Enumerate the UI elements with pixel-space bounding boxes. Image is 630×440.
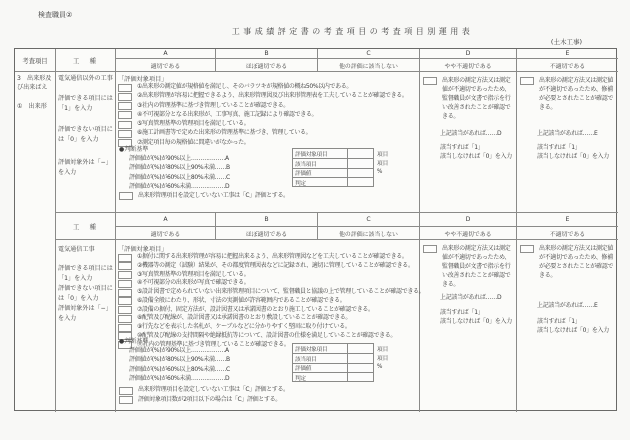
eval-item	[118, 306, 424, 315]
checkbox[interactable]	[118, 289, 132, 297]
grade-d-letter: D	[420, 49, 517, 59]
checkbox[interactable]	[118, 262, 132, 270]
grade-d-input-note: 該当すれば「1」 該当しなければ「0」を入力	[440, 144, 512, 160]
checkbox[interactable]	[520, 77, 534, 85]
grade-e-condition: 出来形の測定方法又は測定値が不適切であったため、修補が必要とされたことが確認できる。	[539, 77, 614, 111]
score-row-label: 評価対象項目	[293, 344, 348, 353]
grade-a-desc: 適切である	[116, 59, 216, 72]
grade-d-desc: やや不適切である	[420, 59, 517, 72]
header-item-column: 考査項目	[15, 49, 56, 72]
bottom-note	[119, 192, 289, 202]
page-title: 工事成績評定書の考査項目の考査項目別運用表	[231, 27, 474, 36]
criteria-line: 評価値が(%)が80%以上90%未満……B	[129, 356, 230, 364]
eval-item	[118, 279, 424, 288]
bottom-notes	[119, 192, 289, 202]
criteria-block	[119, 145, 230, 191]
checkbox[interactable]	[118, 315, 132, 323]
section1-evaluation-cell	[116, 72, 420, 213]
header-work-type: 工 種	[56, 49, 116, 72]
eval-item-text: ②機器等の測定（試験）結果が、その都度管理図表などに記録され、適切に管理していることが確認できる。	[137, 261, 414, 269]
grade-e-input-note: 該当すれば「1」 該当しなければ「0」を入力	[537, 144, 609, 160]
eval-item	[118, 92, 408, 101]
score-table	[292, 148, 388, 187]
header-work-type-2: 工 種	[56, 213, 116, 240]
eval-item-text: ⑩配管及び配線の支持間隔や絶縁抵抗等について、設計図書の仕様を満足していることが確認できる。	[137, 331, 397, 339]
grade-e-applies: 上記該当があれば……E	[537, 130, 598, 137]
checkbox[interactable]	[118, 280, 132, 288]
checkbox[interactable]	[118, 271, 132, 279]
eval-item-text: ①出来形の測定値が規格値を満足し、そのバラツキが規格値の概ね50%以内である。	[137, 83, 353, 90]
eval-items-title: 「評価対象項目」	[118, 246, 168, 253]
eval-items-list	[118, 83, 408, 148]
eval-item-text: ⑥施工計画書等で定めた出来形の管理基準に基づき、管理している。	[137, 129, 312, 137]
eval-item	[118, 288, 424, 297]
grade-d-applies: 上記該当があれば……D	[440, 130, 502, 137]
grade-e-condition: 出来形の測定方法又は測定値が不適切であったため、修補が必要とされたことが確認できる。	[539, 245, 614, 279]
criteria-block	[119, 337, 230, 383]
score-value-cell[interactable]	[348, 178, 373, 186]
criteria-title: ●判断基準	[119, 338, 149, 345]
score-row-label: 判定	[293, 178, 348, 186]
work-type-name: 電気通信工事	[58, 246, 95, 253]
item-sub: ① 出来形	[17, 103, 47, 110]
score-row-unit	[377, 372, 388, 381]
evaluation-table	[14, 48, 617, 411]
grade-e-applies: 上記該当があれば……E	[537, 302, 598, 309]
eval-items-list	[118, 253, 424, 349]
grade-d-desc: やや不適切である	[420, 227, 517, 240]
score-row-unit	[377, 177, 388, 186]
checkbox[interactable]	[118, 121, 132, 129]
grade-c-letter: C	[318, 49, 420, 59]
inspector-label: 検査職員②	[38, 11, 73, 19]
item-category: 3 出来形及び出来ばえ	[17, 75, 52, 91]
checkbox[interactable]	[119, 192, 133, 200]
eval-item-text: ⑤写真管理基準の管理項目を満足している。	[137, 120, 250, 128]
section2-grade-e-cell	[517, 240, 618, 412]
score-row-label: 該当項目	[293, 354, 348, 362]
input-note: 評価できない項目には「0」を入力	[58, 285, 113, 302]
score-value-cell[interactable]	[348, 364, 373, 372]
bottom-notes	[119, 386, 289, 405]
grade-c-letter: C	[318, 213, 420, 227]
section1-grade-d-cell	[420, 72, 517, 213]
eval-item-text: ④不可視部分の出来形が写真で確認できる。	[137, 279, 250, 287]
section2-work-type-cell	[56, 240, 116, 412]
eval-item-text: ①据付に関する出来形管理が容易に把握出来るよう、出来形管理図などを工夫していることが確認できる。	[137, 253, 408, 260]
grade-d-input-note: 該当すれば「1」 該当しなければ「0」を入力	[440, 309, 512, 325]
eval-items-title: 「評価対象項目」	[118, 76, 168, 83]
section2-evaluation-cell	[116, 240, 425, 412]
eval-item-text: ⑧配管及び配線が、設計図書又は承諾図書のとおり敷設していることが確認できる。	[137, 314, 352, 322]
bottom-note	[119, 396, 289, 406]
input-note: 評価できない項目には「0」を入力	[58, 126, 113, 143]
score-row	[293, 168, 373, 177]
grade-b-desc: ほぼ適切である	[216, 227, 318, 240]
checkbox[interactable]	[119, 387, 133, 395]
score-row-unit: 項目	[377, 356, 389, 363]
grade-b-letter: B	[216, 213, 318, 227]
score-row-unit: 項目	[377, 161, 389, 168]
checkbox[interactable]	[423, 245, 437, 253]
eval-item-text: ⑥設備全般にわたり、形状、寸法の実測値が許容範囲内であることが確認できる。	[137, 296, 346, 304]
grade-c-desc: 他の評価に該当しない	[318, 227, 420, 240]
score-row-unit: 項目	[377, 152, 389, 159]
eval-item	[118, 253, 424, 262]
score-row	[293, 177, 373, 186]
score-row	[293, 363, 373, 372]
score-row-label: 評価値	[293, 364, 348, 372]
score-row-label: 評価対象項目	[293, 149, 348, 158]
eval-item-text: ⑪社内の管理基準に基づき管理していることが確認できる。	[137, 340, 290, 348]
bottom-note-text: 評価対象項目数が2項目以下の場合は「C」評価とする。	[138, 395, 281, 403]
score-row-unit: %	[377, 169, 383, 176]
score-row-label: 該当項目	[293, 159, 348, 167]
input-note: 評価対象外は「−」を入力	[58, 159, 112, 176]
criteria-line: 評価値が(%)が80%以上90%未満……B	[129, 164, 230, 172]
checkbox[interactable]	[118, 111, 132, 119]
grade-b-desc: ほぼ適切である	[216, 59, 318, 72]
eval-item	[118, 271, 424, 280]
checkbox[interactable]	[118, 102, 132, 110]
score-row	[293, 149, 373, 158]
work-type-name: 電気通信以外の工事	[58, 75, 113, 82]
checkbox[interactable]	[118, 306, 132, 314]
grade-a-letter: A	[116, 213, 216, 227]
eval-item-text: ③社内の管理基準に基づき管理していることが確認できる。	[137, 101, 289, 109]
checkbox[interactable]	[118, 297, 132, 305]
score-value-cell[interactable]	[348, 169, 373, 177]
item-column-cell	[15, 72, 56, 412]
grade-a-desc: 適切である	[116, 227, 216, 240]
eval-item	[118, 111, 408, 120]
score-value-cell[interactable]	[348, 344, 373, 353]
eval-item	[118, 314, 424, 323]
section1-grade-e-cell	[517, 72, 618, 213]
input-note: 評価できる項目には「1」を入力	[58, 265, 113, 282]
score-value-cell[interactable]	[348, 149, 373, 158]
eval-item	[118, 297, 424, 306]
grade-a-letter: A	[116, 49, 216, 59]
grade-d-letter: D	[420, 213, 517, 227]
eval-item-text: ④不可視部分となる出来形が、工事写真、施工記録により確認できる。	[137, 110, 318, 118]
checkbox[interactable]	[118, 84, 132, 92]
grade-e-letter: E	[517, 213, 618, 227]
eval-item	[118, 83, 408, 92]
eval-item-text: ⑨行先などを表示した名札が、ケーブルなどに分かりやすく堅固に取り付けている。	[137, 323, 351, 330]
section1-work-type-cell	[56, 72, 116, 213]
eval-item	[118, 323, 424, 332]
criteria-line: 評価値が(%)が90%以上………………A	[129, 347, 229, 354]
eval-item	[118, 129, 408, 138]
criteria-line: 評価値が(%)が60%以上80%未満……C	[129, 173, 230, 181]
checkbox[interactable]	[520, 245, 534, 253]
criteria-line: 評価値が(%)が90%以上………………A	[129, 155, 229, 162]
checkbox[interactable]	[119, 396, 133, 404]
eval-item-text: ⑤設計図書で定められていない出来形管理項目について、監督職員と協議の上で管理していることが確認できる。	[137, 288, 425, 295]
score-row	[293, 158, 373, 167]
score-table	[292, 343, 388, 382]
grade-d-applies: 上記該当があれば……D	[440, 294, 502, 301]
bottom-note	[119, 386, 289, 396]
criteria-line: 評価値が(%)が60%以上80%未満……C	[129, 365, 230, 373]
checkbox[interactable]	[423, 77, 437, 85]
eval-item-text: ⑦設備の据付、固定方法が、設計図書又は承諾図書のとおり施工していることが確認できる。	[137, 305, 374, 313]
checkbox[interactable]	[118, 254, 132, 262]
eval-item	[118, 262, 424, 271]
score-row-unit: 項目	[377, 347, 389, 354]
grade-b-letter: B	[216, 49, 318, 59]
eval-item-text: ②出来形管理が容易に把握できるよう、出来形管理図及び出来形管理表を工夫していることが確認できる。	[137, 92, 408, 100]
score-row	[293, 344, 373, 353]
criteria-line: 評価値が(%)が60%未満………………D	[129, 182, 230, 190]
score-row-label: 評価値	[293, 169, 348, 177]
grade-c-desc: 他の評価に該当しない	[318, 59, 420, 72]
criteria-line: 評価値が(%)が60%未満………………D	[129, 374, 230, 382]
eval-item	[118, 102, 408, 111]
section2-grade-d-cell	[420, 240, 517, 412]
grade-d-condition: 出来形の測定方法又は測定値が不適切であったため、監督職員が文書で指示を行い改善されたことが確認できる。	[442, 245, 511, 288]
criteria-title: ●判断基準	[119, 146, 149, 153]
checkbox[interactable]	[118, 93, 132, 101]
score-row-unit: %	[377, 364, 383, 371]
grade-e-desc: 不適切である	[517, 227, 618, 240]
score-value-cell[interactable]	[348, 159, 373, 167]
grade-e-letter: E	[517, 49, 618, 59]
checkbox[interactable]	[118, 130, 132, 138]
input-note: 評価できる項目には「1」を入力	[58, 95, 113, 112]
score-row	[293, 353, 373, 362]
grade-d-condition: 出来形の測定方法又は測定値が不適切であったため、監督職員が文書で指示を行い改善されたことが確認できる。	[442, 77, 511, 120]
eval-item-text: ③写真管理基準の管理項目を満足している。	[137, 270, 250, 278]
doc-type-label: (土木工事)	[550, 38, 582, 46]
grade-e-input-note: 該当すれば「1」 該当しなければ「0」を入力	[537, 318, 609, 334]
score-value-cell[interactable]	[348, 354, 373, 362]
score-row-label: 判定	[293, 373, 348, 381]
bottom-note-text: 出来形管理項目を設定していない工事は「C」評価とする。	[138, 191, 289, 199]
checkbox[interactable]	[118, 324, 132, 332]
grade-e-desc: 不適切である	[517, 59, 618, 72]
score-value-cell[interactable]	[348, 373, 373, 381]
score-row	[293, 372, 373, 381]
bottom-note-text: 出来形管理項目を設定していない工事は「C」評価とする。	[138, 386, 289, 393]
eval-item-text: ⑦測定項目毎の規格値に間違いがなかった。	[137, 138, 250, 146]
input-note: 評価対象外は「−」を入力	[58, 305, 112, 322]
